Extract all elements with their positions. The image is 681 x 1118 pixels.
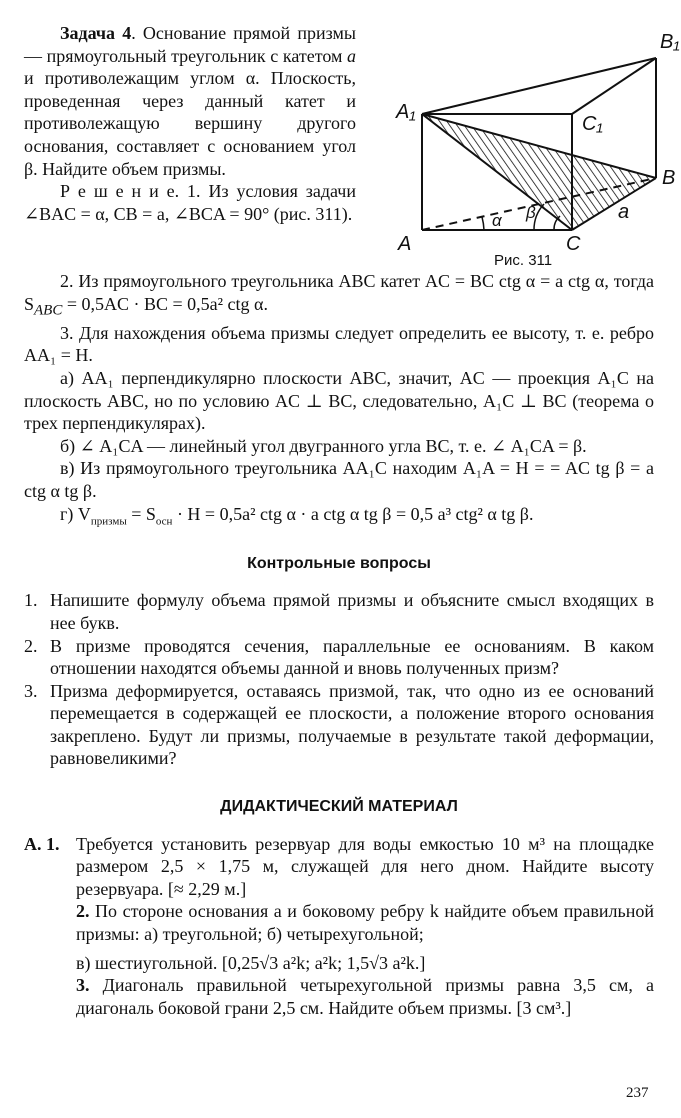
label-a: a	[618, 201, 630, 223]
questions-heading: Контрольные вопросы	[247, 554, 431, 572]
label-A1: A₁	[396, 101, 416, 123]
figure-caption: Рис. 311	[494, 252, 553, 269]
figure-311	[374, 18, 681, 278]
question-item: 3. Призма деформируется, оставаясь призмой, так, что одно из ее оснований перемещается в содержащей ее плоскости, а положение второго основания закреплено. Будут ли призмы, получаемые в результате такой деформации, равновеликими?	[24, 680, 654, 769]
solution-step-3: 3. Для нахождения объема призмы следует определить ее высоту, т. е. ребро AA₁ = H.	[24, 322, 654, 366]
material-problem-1: Требуется установить резервуар для воды емкостью 10 м³ на площадке размером 2,5 × 1,75 м, служащей для него дном. Найдите высоту резервуара. [≈ 2,29 м.]	[76, 833, 654, 899]
question-item: 2. В призме проводятся сечения, параллельные ее основаниям. В каком отношении находятся объемы данной и вновь полученных призм?	[24, 635, 654, 679]
solution-step-2: 2. Из прямоугольного треугольника ABC катет AC = BC ctg α = a ctg α, тогда $S_{ABC} = 0,5AC$ · BC = 0,5a² ctg α.	[24, 271, 654, 319]
question-item: 1. Напишите формулу объема прямой призмы и объясните смысл входящих в нее букв.	[24, 590, 654, 633]
label-C1: C₁	[582, 113, 603, 135]
material-problem-2-answer: в) шестиугольной. [0,25√3 a²k; a²k; 1,5√3 a²k.]	[76, 952, 426, 973]
solution-step-3b: б) ∠ A₁CA — линейный угол двугранного угла BC, т. е. ∠ A₁CA = β.	[60, 435, 587, 456]
task-block	[24, 22, 680, 270]
label-B1: B₁	[660, 31, 680, 53]
label-C: C	[566, 233, 581, 250]
material-problem-3: 3. Диагональ правильной четырехугольной призмы равна 3,5 см, а диагональ боковой грани 2,5 см. Найдите объем призмы. [3 см³.]	[76, 975, 654, 1018]
task-text	[24, 22, 356, 225]
label-A: A	[398, 233, 412, 250]
page-number: 237	[626, 1085, 649, 1101]
task-statement: Задача 4. Основание прямой призмы — прямоугольный треугольник с катетом a и противолежащим углом α. Плоскость, проведенная через данный катет и противолежащую вершину другого основания, составляет с основанием угол β. Найдите объем призмы.	[24, 23, 356, 179]
material-lead: А. 1.	[24, 833, 60, 854]
solution-step-3a: а) AA₁ перпендикулярно плоскости ABC, значит, AC — проекция A₁C на плоскость ABC, но по условию AC ⊥ BC, следовательно, A₁C ⊥ BC (теорема о трех перпендикулярах).	[24, 367, 654, 434]
material-problem-2: 2. По стороне основания a и боковому ребру k найдите объем правильной призмы: а) треугольной; б) четырехугольной;	[76, 901, 654, 945]
label-B: B	[662, 167, 676, 189]
task-title: Задача 4	[60, 23, 132, 43]
solution-step-1: Р е ш е н и е. 1. Из условия задачи ∠BAC = α, CB = a, ∠BCA = 90° (рис. 311).	[24, 181, 356, 224]
solution-step-3d: г) $V_{призмы} = S_{осн} \cdot H = 0,5a^2$ ctg α · a ctg α tg β = 0,5 a³ ctg² α tg β.	[60, 503, 534, 528]
material-heading: ДИДАКТИЧЕСКИЙ МАТЕРИАЛ	[220, 798, 458, 816]
label-beta: β	[526, 203, 536, 222]
solution-step-3c: в) Из прямоугольного треугольника AA₁C находим A₁A = H = = AC tg β = a ctg α tg β.	[24, 458, 654, 501]
material-block	[24, 833, 654, 1020]
prism-diagram	[374, 18, 681, 250]
page	[24, 22, 680, 1019]
label-alpha: α	[492, 211, 502, 230]
